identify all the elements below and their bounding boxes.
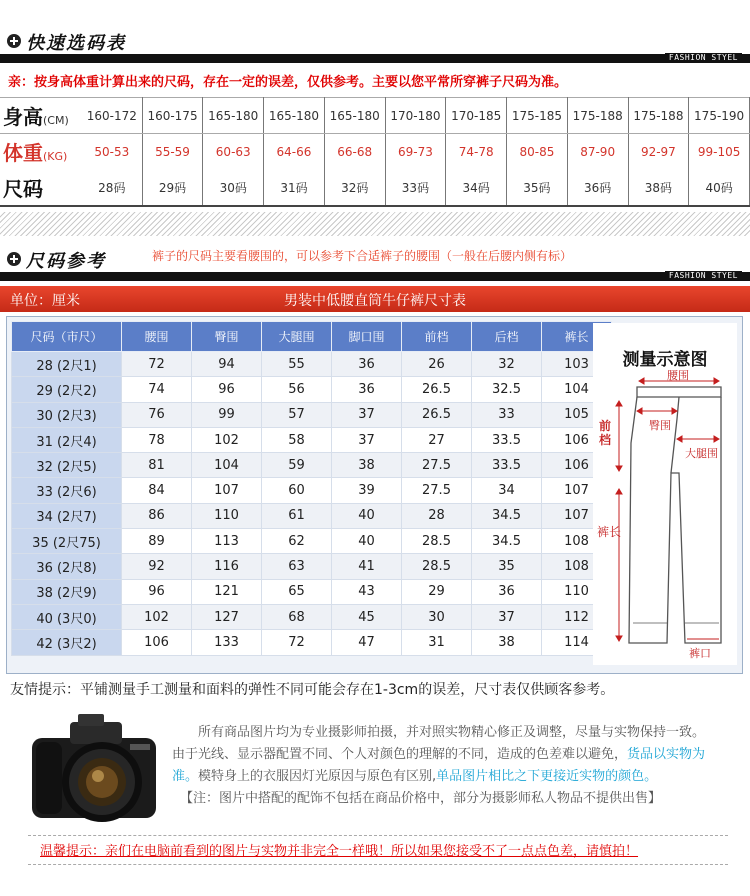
measure-cell: 38	[332, 453, 402, 478]
size-cell: 38码	[628, 170, 689, 206]
size-cell: 30码	[203, 170, 264, 206]
measure-cell: 103	[542, 352, 612, 377]
size-chart-table	[11, 321, 612, 656]
height-cell: 170-185	[446, 98, 507, 134]
measure-cell: 26	[402, 352, 472, 377]
warm-tip: 温馨提示：亲们在电脑前看到的图片与实物并非完全一样哦！所以如果您接受不了一点点色差，请慎拍！	[40, 844, 639, 859]
size-cell: 32 (2尺5)	[12, 453, 122, 478]
disclaimer-highlight-1: 货品以实物为准。	[172, 747, 706, 784]
size-cell: 29 (2尺2)	[12, 377, 122, 402]
measure-cell: 105	[542, 402, 612, 427]
measure-cell: 106	[542, 427, 612, 452]
size-cell: 29码	[142, 170, 203, 206]
table-row	[12, 579, 612, 604]
chart-name: 男装中低腰直筒牛仔裤尺寸表	[284, 293, 466, 309]
measure-cell: 39	[332, 478, 402, 503]
size-cell: 34码	[446, 170, 507, 206]
measure-cell: 37	[332, 427, 402, 452]
table-row	[12, 630, 612, 655]
diagram-title: 测量示意图	[622, 350, 708, 370]
header-bar	[0, 54, 750, 63]
size-cell: 35 (2尺75)	[12, 529, 122, 554]
measure-cell: 35	[472, 554, 542, 579]
photo-disclaimer	[172, 722, 712, 810]
measure-cell: 33.5	[472, 427, 542, 452]
header-bar	[0, 272, 750, 281]
weight-cell: 60-63	[203, 134, 264, 170]
measure-cell: 104	[542, 377, 612, 402]
thigh-label: 大腿围	[685, 447, 718, 460]
length-label: 裤长	[597, 525, 622, 539]
measure-cell: 59	[262, 453, 332, 478]
hem-label: 裤口	[689, 647, 711, 660]
size-cell: 33码	[385, 170, 446, 206]
height-cell: 165-180	[203, 98, 264, 134]
measure-cell: 61	[262, 503, 332, 528]
disclaimer-text-2: 模特身上的衣服因灯光原因与原色有区别,	[198, 769, 437, 784]
column-header: 尺码（市尺）	[12, 322, 122, 352]
table-row	[12, 377, 612, 402]
size-chart-header-row	[12, 322, 612, 352]
measure-cell: 78	[122, 427, 192, 452]
pants-outline-icon	[593, 323, 737, 665]
measure-cell: 36	[332, 352, 402, 377]
front-rise-label: 前档	[599, 419, 612, 447]
size-cell: 30 (2尺3)	[12, 402, 122, 427]
measure-cell: 28.5	[402, 554, 472, 579]
size-label: 尺码	[3, 176, 43, 201]
measure-cell: 102	[192, 427, 262, 452]
measure-cell: 33.5	[472, 453, 542, 478]
section-title: 快速选码表	[26, 33, 126, 54]
measure-cell: 58	[262, 427, 332, 452]
measure-cell: 31	[402, 630, 472, 655]
height-cell: 160-175	[142, 98, 203, 134]
size-cell: 42 (3尺2)	[12, 630, 122, 655]
column-header: 裤长	[542, 322, 612, 352]
measure-cell: 110	[192, 503, 262, 528]
measure-cell: 32	[472, 352, 542, 377]
weight-header	[0, 134, 82, 170]
height-cell: 175-188	[567, 98, 628, 134]
size-cell: 33 (2尺6)	[12, 478, 122, 503]
weight-label: 体重	[3, 141, 43, 166]
measure-cell: 113	[192, 529, 262, 554]
weight-row	[0, 134, 750, 170]
height-cell: 175-190	[689, 98, 750, 134]
measure-cell: 127	[192, 604, 262, 629]
measure-cell: 133	[192, 630, 262, 655]
column-header: 前档	[402, 322, 472, 352]
measure-diagram	[593, 323, 737, 665]
size-cell: 40 (3尺0)	[12, 604, 122, 629]
table-row	[12, 427, 612, 452]
measure-cell: 96	[122, 579, 192, 604]
height-cell: 175-188	[628, 98, 689, 134]
measure-cell: 45	[332, 604, 402, 629]
measure-cell: 28.5	[402, 529, 472, 554]
disclaimer-text-1: 所有商品图片均为专业摄影师拍摄，并对照实物精心修正及调整，尽量与实物保持一致。由于光线、显示器配置不同、个人对颜色的理解的不同，造成的色差难以避免，	[172, 725, 706, 762]
size-notice: 亲：按身高体重计算出来的尺码，存在一定的误差，仅供参考。主要以您平常所穿裤子尺码为准。	[8, 75, 568, 90]
weight-cell: 87-90	[567, 134, 628, 170]
measure-cell: 34.5	[472, 503, 542, 528]
measure-cell: 62	[262, 529, 332, 554]
measure-cell: 41	[332, 554, 402, 579]
height-row	[0, 98, 750, 134]
size-row	[0, 170, 750, 206]
column-header: 臀围	[192, 322, 262, 352]
weight-cell: 50-53	[82, 134, 142, 170]
measure-cell: 106	[542, 453, 612, 478]
height-header	[0, 98, 82, 134]
plus-circle-icon	[7, 34, 21, 48]
table-row	[12, 402, 612, 427]
measure-cell: 108	[542, 554, 612, 579]
measure-cell: 37	[332, 402, 402, 427]
measure-cell: 110	[542, 579, 612, 604]
height-unit: (CM)	[43, 114, 69, 127]
measure-cell: 76	[122, 402, 192, 427]
measure-cell: 27	[402, 427, 472, 452]
measure-cell: 36	[332, 377, 402, 402]
size-header	[0, 170, 82, 206]
measure-cell: 37	[472, 604, 542, 629]
waist-label: 腰围	[667, 369, 689, 382]
size-cell: 28码	[82, 170, 142, 206]
measure-cell: 72	[262, 630, 332, 655]
measure-cell: 47	[332, 630, 402, 655]
measure-cell: 114	[542, 630, 612, 655]
size-reference-header	[0, 244, 750, 284]
chart-title-bar	[0, 286, 750, 312]
measure-cell: 55	[262, 352, 332, 377]
weight-unit: (KG)	[43, 150, 68, 164]
measure-cell: 34	[472, 478, 542, 503]
measure-cell: 40	[332, 503, 402, 528]
measure-cell: 92	[122, 554, 192, 579]
measure-cell: 104	[192, 453, 262, 478]
size-chart-panel	[6, 316, 743, 674]
measure-cell: 106	[122, 630, 192, 655]
fashion-label: FASHION STYEL	[665, 53, 742, 63]
height-cell: 165-180	[264, 98, 325, 134]
quick-size-header	[0, 26, 750, 66]
table-row	[12, 453, 612, 478]
size-cell: 31码	[264, 170, 325, 206]
measure-cell: 107	[192, 478, 262, 503]
measure-cell: 94	[192, 352, 262, 377]
size-cell: 31 (2尺4)	[12, 427, 122, 452]
table-row	[12, 554, 612, 579]
measure-cell: 34.5	[472, 529, 542, 554]
measure-cell: 27.5	[402, 453, 472, 478]
column-header: 脚口围	[332, 322, 402, 352]
measure-cell: 121	[192, 579, 262, 604]
table-row	[12, 529, 612, 554]
size-cell: 36码	[567, 170, 628, 206]
measure-cell: 30	[402, 604, 472, 629]
table-row	[12, 352, 612, 377]
measure-cell: 36	[472, 579, 542, 604]
measure-cell: 65	[262, 579, 332, 604]
measure-cell: 27.5	[402, 478, 472, 503]
measure-cell: 108	[542, 529, 612, 554]
quick-size-table	[0, 97, 750, 207]
measure-cell: 32.5	[472, 377, 542, 402]
hip-label: 臀围	[649, 419, 671, 432]
measure-cell: 74	[122, 377, 192, 402]
disclaimer-highlight-2: 单品图片相比之下更接近实物的颜色。	[436, 769, 658, 784]
size-cell: 40码	[689, 170, 750, 206]
measure-cell: 60	[262, 478, 332, 503]
size-cell: 36 (2尺8)	[12, 554, 122, 579]
section-title: 尺码参考	[26, 251, 106, 272]
section-subtitle: 裤子的尺码主要看腰围的，可以参考下合适裤子的腰围（一般在后腰内侧有标）	[152, 249, 573, 263]
size-cell: 32码	[324, 170, 385, 206]
weight-cell: 64-66	[264, 134, 325, 170]
measure-cell: 81	[122, 453, 192, 478]
camera-icon	[26, 712, 162, 826]
table-row	[12, 604, 612, 629]
table-row	[12, 478, 612, 503]
weight-cell: 55-59	[142, 134, 203, 170]
weight-cell: 80-85	[507, 134, 568, 170]
measure-cell: 96	[192, 377, 262, 402]
hatch-divider	[0, 212, 750, 236]
measure-cell: 102	[122, 604, 192, 629]
size-cell: 38 (2尺9)	[12, 579, 122, 604]
height-label: 身高	[3, 105, 43, 129]
measure-cell: 26.5	[402, 377, 472, 402]
measure-cell: 56	[262, 377, 332, 402]
measure-cell: 26.5	[402, 402, 472, 427]
size-cell: 34 (2尺7)	[12, 503, 122, 528]
measure-cell: 38	[472, 630, 542, 655]
column-header: 大腿围	[262, 322, 332, 352]
measure-cell: 89	[122, 529, 192, 554]
weight-cell: 66-68	[324, 134, 385, 170]
weight-cell: 74-78	[446, 134, 507, 170]
measure-cell: 112	[542, 604, 612, 629]
measure-cell: 33	[472, 402, 542, 427]
weight-cell: 69-73	[385, 134, 446, 170]
height-cell: 160-172	[82, 98, 142, 134]
measure-cell: 72	[122, 352, 192, 377]
column-header: 后档	[472, 322, 542, 352]
fashion-label: FASHION STYEL	[665, 271, 742, 281]
measure-cell: 68	[262, 604, 332, 629]
weight-cell: 92-97	[628, 134, 689, 170]
measure-cell: 28	[402, 503, 472, 528]
chart-unit: 单位：厘米	[10, 293, 80, 309]
column-header: 腰围	[122, 322, 192, 352]
measure-cell: 63	[262, 554, 332, 579]
measure-cell: 116	[192, 554, 262, 579]
size-cell: 28 (2尺1)	[12, 352, 122, 377]
height-cell: 175-185	[507, 98, 568, 134]
measure-cell: 40	[332, 529, 402, 554]
friendly-tip: 友情提示：平铺测量手工测量和面料的弹性不同可能会存在1-3cm的误差，尺寸表仅供顾客参考。	[10, 682, 615, 698]
table-row	[12, 503, 612, 528]
measure-cell: 84	[122, 478, 192, 503]
size-cell: 35码	[507, 170, 568, 206]
disclaimer-note: 【注：图片中搭配的配饰不包括在商品价格中，部分为摄影师私人物品不提供出售】	[180, 791, 662, 806]
measure-cell: 107	[542, 478, 612, 503]
measure-cell: 57	[262, 402, 332, 427]
plus-circle-icon	[7, 252, 21, 266]
measure-cell: 43	[332, 579, 402, 604]
weight-cell: 99-105	[689, 134, 750, 170]
measure-cell: 107	[542, 503, 612, 528]
measure-cell: 86	[122, 503, 192, 528]
height-cell: 165-180	[324, 98, 385, 134]
measure-cell: 99	[192, 402, 262, 427]
measure-cell: 29	[402, 579, 472, 604]
height-cell: 170-180	[385, 98, 446, 134]
